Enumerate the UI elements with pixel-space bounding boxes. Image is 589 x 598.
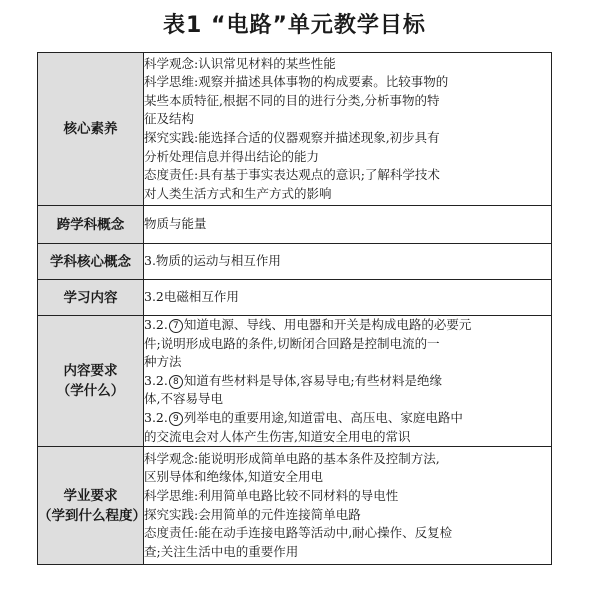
row-header-core-concept bbox=[38, 244, 144, 280]
content-line: 体,不容易导电 bbox=[144, 391, 223, 407]
content-line: 3.2电磁相互作用 bbox=[144, 289, 239, 305]
teaching-goals-table bbox=[37, 52, 552, 565]
content-line bbox=[144, 409, 551, 428]
circled-number: 9 bbox=[169, 412, 183, 426]
content-line: 物质与能量 bbox=[144, 216, 207, 232]
content-line: 种方法 bbox=[144, 354, 182, 370]
content-line: 科学观念:能说明形成简单电路的基本条件及控制方法, bbox=[144, 450, 440, 466]
row-header-content-requirement bbox=[38, 316, 144, 447]
content-line bbox=[144, 316, 551, 335]
row-header-label: （学什么） bbox=[56, 383, 125, 400]
item-text: 知道电源、导线、用电器和开关是构成电路的必要元 bbox=[183, 317, 472, 332]
row-header-label: 核心素养 bbox=[63, 121, 118, 137]
table-row bbox=[38, 53, 552, 206]
row-header-label: 学科核心概念 bbox=[50, 253, 131, 270]
row-content-core-literacy bbox=[144, 53, 552, 206]
row-header-learning-content bbox=[38, 280, 144, 316]
table-row bbox=[38, 447, 552, 565]
item-text: 列举电的重要用途,知道雷电、高压电、家庭电路中 bbox=[183, 409, 463, 425]
content-line bbox=[144, 372, 551, 391]
content-line: 的交流电会对人体产生伤害,知道安全用电的常识 bbox=[144, 428, 411, 444]
row-content-learning-content bbox=[144, 280, 552, 316]
content-line: 查;关注生活中电的重要作用 bbox=[144, 543, 299, 559]
item-code-prefix: 3.2. bbox=[144, 409, 168, 425]
row-header-label: 学业要求 bbox=[63, 487, 118, 504]
content-line: 征及结构 bbox=[144, 111, 195, 127]
content-line: 态度责任:具有基于事实表达观点的意识;了解科学技术 bbox=[144, 167, 440, 183]
row-content-content-requirement bbox=[144, 316, 552, 447]
row-header-label: 学习内容 bbox=[63, 289, 118, 306]
row-header-label: 跨学科概念 bbox=[56, 216, 125, 233]
content-line: 科学思维:利用简单电路比较不同材料的导电性 bbox=[144, 488, 399, 504]
item-code-prefix: 3.2. bbox=[144, 372, 168, 388]
row-content-academic-requirement bbox=[144, 447, 552, 565]
table-row bbox=[38, 244, 552, 280]
row-header-cross-discipline-concept bbox=[38, 206, 144, 244]
row-header-label: 内容要求 bbox=[63, 363, 118, 380]
row-content-cross-discipline-concept bbox=[144, 206, 552, 244]
content-line: 科学思维:观察并描述具体事物的构成要素。比较事物的 bbox=[144, 74, 449, 90]
content-line: 某些本质特征,根据不同的目的进行分类,分析事物的特 bbox=[144, 92, 440, 108]
circled-number: 8 bbox=[169, 375, 183, 389]
table-caption: 表1 “电路”单元教学目标 bbox=[163, 13, 426, 38]
content-line: 分析处理信息并得出结论的能力 bbox=[144, 148, 320, 164]
content-line: 探究实践:能选择合适的仪器观察并描述现象,初步具有 bbox=[144, 130, 440, 145]
table-row bbox=[38, 280, 552, 316]
content-line: 区别导体和绝缘体,知道安全用电 bbox=[144, 469, 323, 485]
table-row bbox=[38, 206, 552, 244]
content-line: 3.物质的运动与相互作用 bbox=[144, 253, 281, 269]
table-row bbox=[38, 316, 552, 447]
content-line: 对人类生活方式和生产方式的影响 bbox=[144, 185, 332, 201]
item-text: 知道有些材料是导体,容易导电;有些材料是绝缘 bbox=[183, 372, 443, 388]
row-header-academic-requirement bbox=[38, 447, 144, 565]
circled-number: 7 bbox=[169, 319, 183, 333]
row-header-label: （学到什么程度） bbox=[38, 507, 146, 524]
row-header-core-literacy bbox=[38, 53, 144, 206]
content-line: 探究实践:会用简单的元件连接简单电路 bbox=[144, 506, 361, 522]
item-code-prefix: 3.2. bbox=[144, 317, 168, 332]
content-line: 件;说明形成电路的条件,切断闭合回路是控制电流的一 bbox=[144, 335, 440, 351]
row-content-core-concept bbox=[144, 244, 552, 280]
content-line: 态度责任:能在动手连接电路等活动中,耐心操作、反复检 bbox=[144, 525, 453, 541]
content-line: 科学观念:认识常见材料的某些性能 bbox=[144, 55, 336, 71]
